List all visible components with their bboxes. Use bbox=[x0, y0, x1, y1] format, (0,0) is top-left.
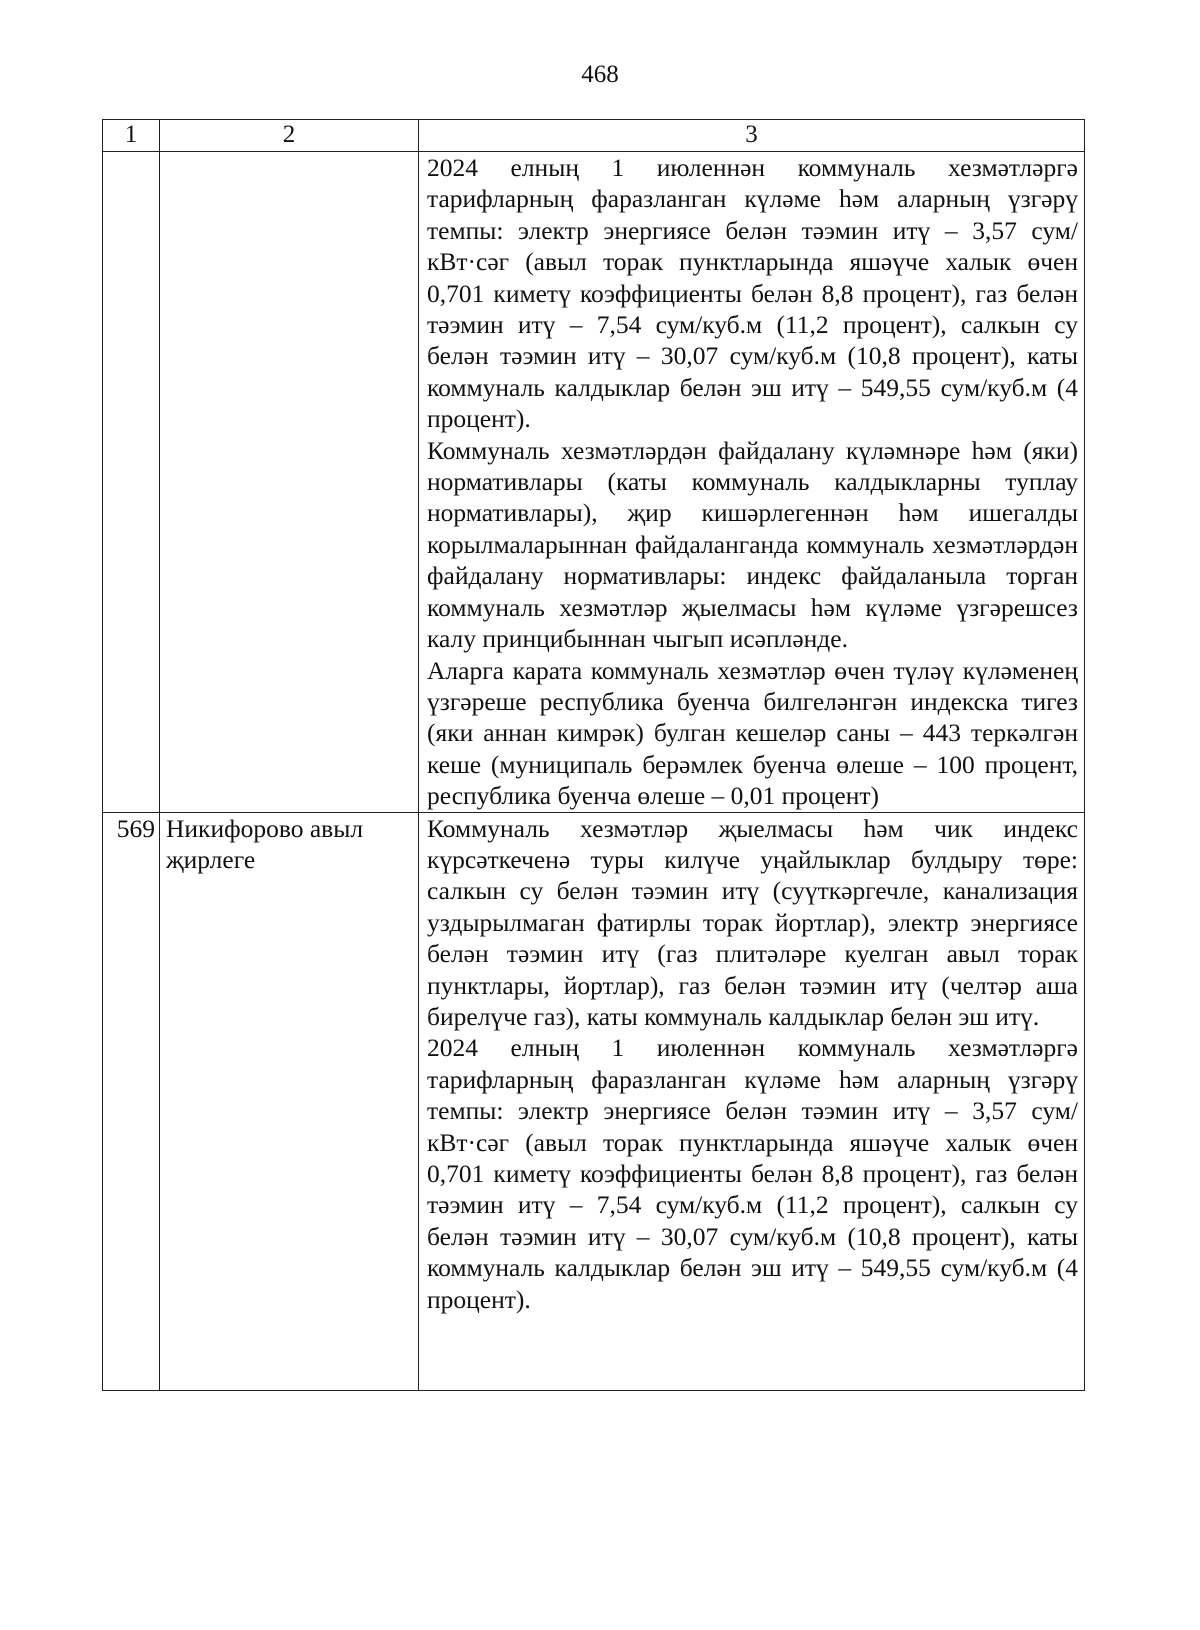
paragraph: Коммуналь хезмәтләрдән файдалану күләмнәре һәм (яки) нормативлары (каты коммуналь калдыкларны туплау нормативлары), җир кишәрлегеннән һәм ишегалды корылмаларыннан файдаланганда коммуналь хезмәтләрдән файдалану нормативлары: индекс файдаланыла торган коммуналь хезмәтләр җыелмасы һәм күләме үзгәрешсез калу принцибыннан чыгып исәпләнде. bbox=[427, 435, 1078, 654]
settlement-name-cell bbox=[160, 152, 419, 813]
table-header-row bbox=[103, 120, 1085, 152]
header-cell-1: 1 bbox=[103, 120, 160, 152]
paragraph: 2024 елның 1 июленнән коммуналь хезмәтләргә тарифларның фаразланган күләме һәм аларның үзгәрү темпы: электр энергиясе белән тәэмин итү – 3,57 сум/кВт·сәг (авыл торак пунктларында яшәүче халык өчен 0,701 киметү коэффициенты белән 8,8 процент), газ белән тәэмин итү – 7,54 сум/куб.м (11,2 процент), салкын су белән тәэмин итү – 30,07 сум/куб.м (10,8 процент), каты коммуналь калдыклар белән эш итү – 549,55 сум/куб.м (4 процент). bbox=[427, 1033, 1078, 1314]
document-table bbox=[102, 119, 1085, 1391]
settlement-name-cell: Никифорово авыл җирлеге bbox=[160, 812, 419, 1390]
table-row bbox=[103, 812, 1085, 1390]
paragraph: Коммуналь хезмәтләр җыелмасы һәм чик индекс күрсәткеченә туры килүче уңайлыклар булдыру төре: салкын су белән тәэмин итү (суүткәргечле, канализация уздырылмаган фатирлы торак йортлар), электр энергиясе белән тәэмин итү (газ плитәләре куелган авыл торак пунктлары, йортлар), газ белән тәэмин итү (челтәр аша бирелүче газ), каты коммуналь калдыклар белән эш итү. bbox=[427, 813, 1078, 1031]
paragraph: Аларга карата коммуналь хезмәтләр өчен түләү күләменең үзгәреше республика буенча билгеләнгән индекска тигез (яки аннан кимрәк) булган кешеләр саны – 443 теркәлгән кеше (муниципаль берәмлек буенча өлеше – 100 процент, республика буенча өлеше – 0,01 процент) bbox=[427, 655, 1078, 811]
header-cell-2: 2 bbox=[160, 120, 419, 152]
description-cell bbox=[419, 812, 1085, 1390]
paragraph: 2024 елның 1 июленнән коммуналь хезмәтләргә тарифларның фаразланган күләме һәм аларның үзгәрү темпы: электр энергиясе белән тәэмин итү – 3,57 сум/кВт·сәг (авыл торак пунктларында яшәүче халык өчен 0,701 киметү коэффициенты белән 8,8 процент), газ белән тәэмин итү – 7,54 сум/куб.м (11,2 процент), салкын су белән тәэмин итү – 30,07 сум/куб.м (10,8 процент), каты коммуналь калдыклар белән эш итү – 549,55 сум/куб.м (4 процент). bbox=[427, 153, 1078, 434]
row-number-cell: 569 bbox=[103, 812, 160, 1390]
page-number: 468 bbox=[581, 61, 619, 88]
description-cell bbox=[419, 152, 1085, 813]
row-number-cell bbox=[103, 152, 160, 813]
header-cell-3: 3 bbox=[419, 120, 1085, 152]
table-row bbox=[103, 152, 1085, 813]
